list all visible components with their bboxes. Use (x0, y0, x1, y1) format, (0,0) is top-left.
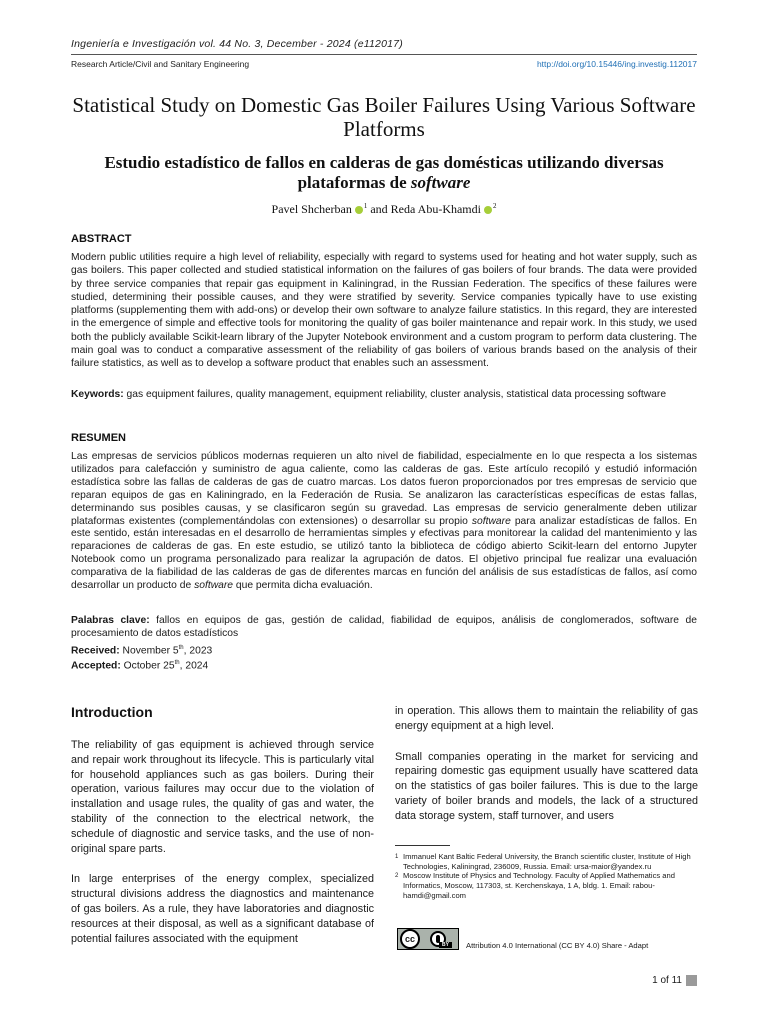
author-joiner: and (370, 202, 388, 216)
doi-link[interactable]: http://doi.org/10.15446/ing.investig.112017 (536, 59, 697, 69)
footnote-text: Immanuel Kant Baltic Federal University, the Branch scientific cluster, Institute of High Technologies, Kaliningrad, 236009, Russia. Email: ursa-maior@yandex.ru (403, 852, 691, 871)
resumen-heading: RESUMEN (71, 432, 127, 444)
received-value: November 5 (122, 645, 179, 657)
page-marker (686, 975, 697, 986)
palabras-clave (71, 614, 697, 640)
accepted-year: , 2024 (179, 660, 209, 672)
body-paragraph: In large enterprises of the energy complex, specialized structural divisions address the diagnostics and maintenance of gas boilers. As a rule, they have laboratories and diagnostic resources at their disposal, as well as a significant database of potential failures associated with the equipment (71, 873, 374, 945)
footnote (395, 852, 698, 872)
accepted-label: Accepted: (71, 660, 121, 672)
received-ordinal: th (178, 645, 184, 651)
received-label: Received: (71, 645, 120, 657)
footnote (395, 871, 698, 901)
author-name: Reda Abu-Khamdi (390, 202, 481, 216)
paper-subtitle (71, 153, 697, 193)
author-affiliation-mark: 2 (492, 202, 497, 210)
subtitle-text: Estudio estadístico de fallos en calderas de gas domésticas utilizando diversas plataformas de (104, 153, 664, 192)
orcid-icon[interactable] (355, 206, 363, 214)
header-rule (71, 54, 697, 55)
resumen-text: para analizar estadísticas de fallos. En este sentido, están interesadas en el desarrollo de herramientas simples y efectivas para monitorear la calidad del mantenimiento y las reparaciones de calderas de gas. En este estudio, se utilizó tanto la biblioteca de código abierto Scikit-learn del entorno Jupyter Notebook como un programa personalizado para realizar la agrupación de datos. El objetivo principal fue realizar una evaluación comparativa de la fiabilidad de las calderas de gas de diferentes marcas en función del análisis de sus estadísticas de fallos, así como desarrollar un producto de (71, 515, 697, 592)
body-paragraph: Small companies operating in the market for servicing and repairing domestic gas equipment usually have scattered data on the statistics of gas boiler failures. This is due to the large variety of boiler brands and models, the lack of a structured data storage system, staff turnover, and users (395, 750, 698, 822)
by-badge-text: BY (439, 942, 452, 948)
palabras-text: fallos en equipos de gas, gestión de calidad, fiabilidad de equipos, análisis de conglomerados, software de procesamiento de datos estadísticos (71, 615, 697, 639)
footnote-rule (395, 845, 450, 846)
right-column (395, 704, 698, 840)
footnote-number: 2 (395, 873, 399, 879)
accepted-ordinal: th (174, 660, 180, 666)
cc-icon: cc (400, 929, 420, 949)
body-paragraph: The reliability of gas equipment is achieved through service and repair work throughout its lifecycle. This is particularly vital for household appliances such as gas boilers. During their operation, various failures may occur due to the violation of installation and usage rules, the quality of gas and water, the stability of the connection to the electrical network, the schedule of diagnostic and service tasks, and the use of non-original spare parts. (71, 739, 374, 855)
resumen-body (71, 451, 697, 593)
footnote-number: 1 (395, 854, 399, 860)
resumen-emphasis: software (194, 580, 234, 592)
paper-title: Statistical Study on Domestic Gas Boiler Failures Using Various Software Platforms (72, 93, 696, 141)
keywords-text: gas equipment failures, quality management, equipment reliability, cluster analysis, statistical data processing software (126, 389, 667, 400)
footnote-text: Moscow Institute of Physics and Technology. Faculty of Applied Mathematics and Informatics, Moscow, 117303, st. Kerchenskaya, 1 A, bldg. 1. Email: rabou-hamdi@gmail.com (403, 871, 675, 900)
author-name: Pavel Shcherban (271, 202, 352, 216)
accepted-date (71, 660, 208, 671)
author-list (71, 202, 697, 217)
resumen-emphasis: software (471, 515, 511, 527)
abstract-heading: ABSTRACT (71, 233, 132, 245)
introduction-heading: Introduction (71, 704, 153, 720)
resumen-text: que permita dicha evaluación. (235, 580, 373, 592)
body-paragraph: in operation. This allows them to maintain the reliability of gas energy equipment at a high level. (395, 705, 698, 732)
left-column (71, 704, 374, 962)
keywords (71, 388, 697, 401)
orcid-icon[interactable] (484, 206, 492, 214)
received-year: , 2023 (183, 645, 213, 657)
license-text: Attribution 4.0 International (CC BY 4.0) Share - Adapt (466, 941, 649, 950)
abstract-body: Modern public utilities require a high level of reliability, especially with regard to systems used for heating and hot water supply, such as gas boilers. This paper collected and studied statistical information on the failures of gas boilers of four brands. The data were provided by three service companies that repair gas equipment in Kaliningrad, in the Russian Federation. The specifics of these failures were studied, determining their possible causes, and they were stratified by severity. Service companies typically have to use existing platforms (supplementing them with add-ons) or develop their own software to analyze failure statistics. In this regard, they are interested in the emergence of simple and effective tools for monitoring the quality of gas boiler maintenance and repair work. In this study, we used both the publicly available Scikit-learn library of the Jupyter Notebook environment and a custom program to perform data clustering. The main goal was to conduct a comparative assessment of the reliability of gas boilers of various brands based on the analysis of their failure statistics, as well as to develop a software product that enables such an assessment. (71, 252, 697, 370)
received-date (71, 645, 212, 656)
article-type: Research Article/Civil and Sanitary Engineering (71, 59, 250, 69)
palabras-label: Palabras clave: (71, 615, 150, 626)
resumen-text: Las empresas de servicios públicos modernas requieren un alto nivel de fiabilidad, especialmente en lo que respecta a los sistemas utilizados para calefacción y suministro de agua caliente, como las calderas de gas. Este artículo recopiló y estudió información estadística sobre las fallas de calderas de gas de cuatro marcas. Los datos fueron proporcionados por tres empresas de servicio que reparan equipos de gas en Kaliningrado, en la Federación de Rusia. Se analizaron las características específicas de estas fallas, determinando sus posibles causas, y se clasificaron según su gravedad. Las empresas de servicio generalmente deben utilizar plataformas existentes (complementándolas con extensiones) o desarrollar su propio (71, 451, 697, 527)
subtitle-emphasis: software (410, 173, 471, 192)
page-number: 1 of 11 (652, 975, 682, 986)
cc-by-license-badge[interactable] (397, 928, 459, 950)
keywords-label: Keywords: (71, 389, 124, 400)
running-head: Ingeniería e Investigación vol. 44 No. 3, December - 2024 (e112017) (71, 38, 403, 50)
accepted-value: October 25 (123, 660, 175, 672)
author-affiliation-mark: 1 (363, 202, 368, 210)
